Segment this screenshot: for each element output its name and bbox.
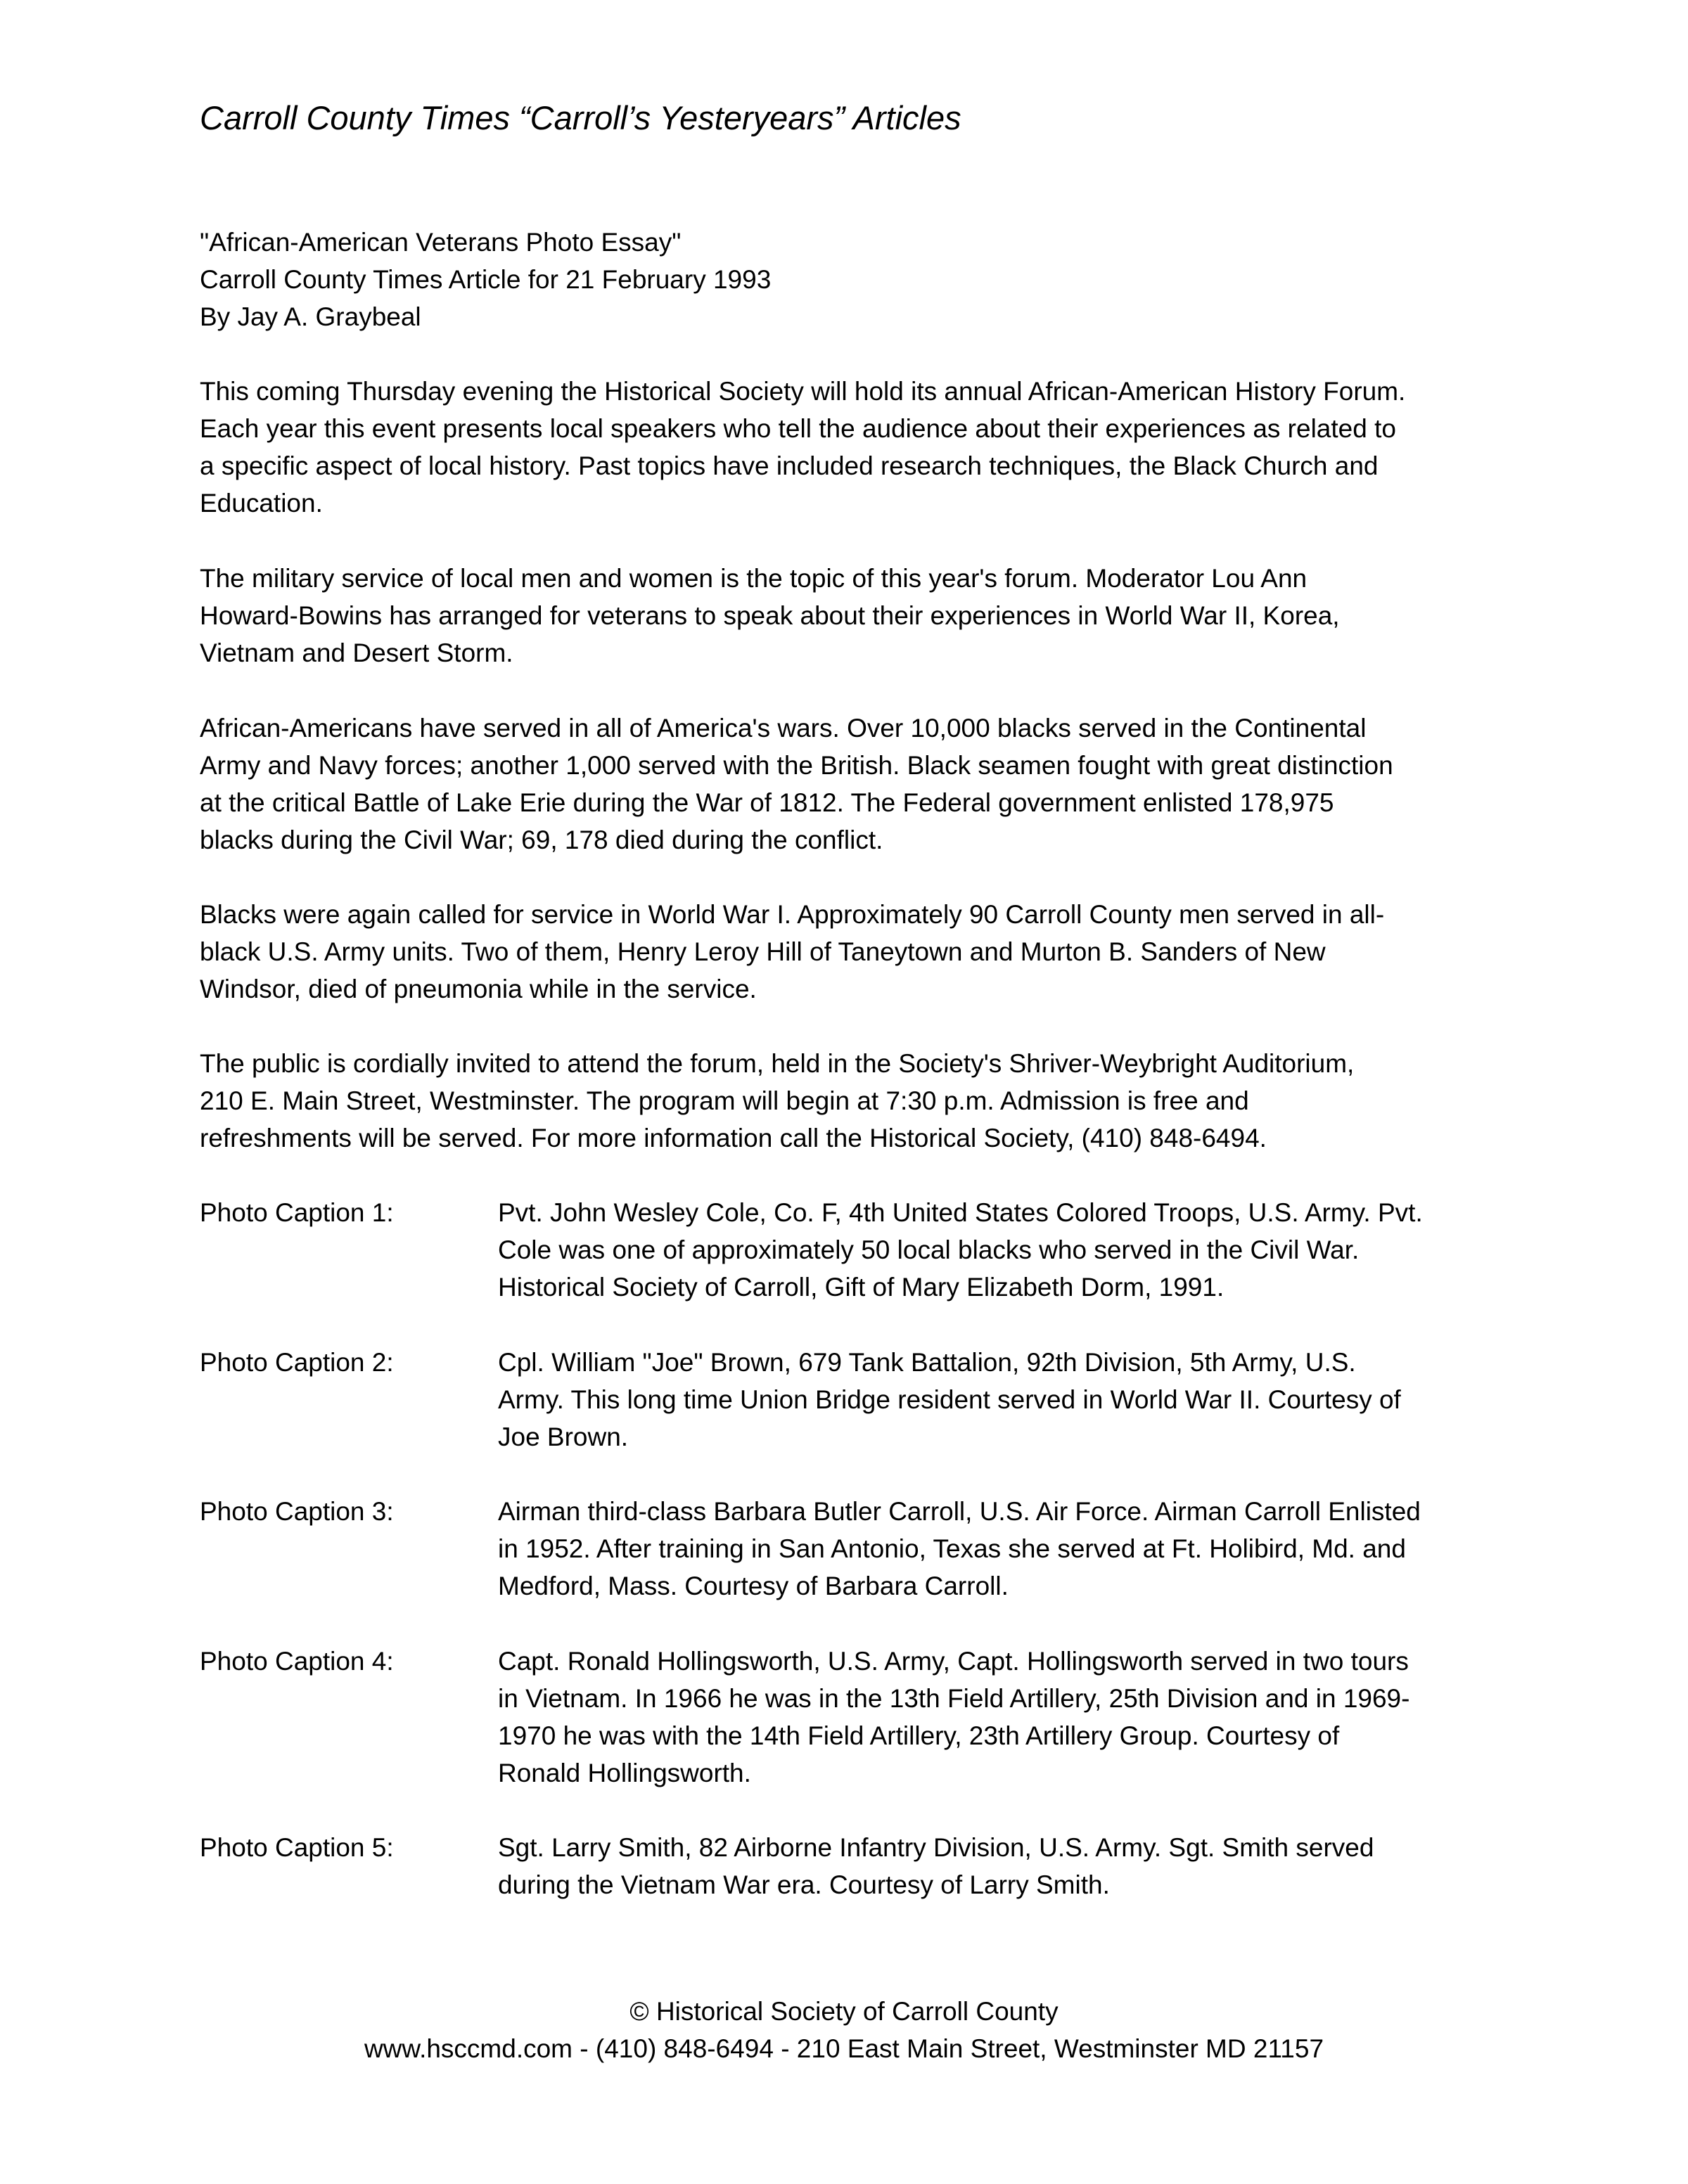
photo-caption-4 xyxy=(200,1643,1508,1792)
paragraph-line: 210 E. Main Street, Westminster. The program will begin at 7:30 p.m. Admission is free and xyxy=(200,1086,1249,1115)
caption-line: Airman third-class Barbara Butler Carroll, U.S. Air Force. Airman Carroll Enlisted xyxy=(498,1497,1421,1526)
caption-line: in 1952. After training in San Antonio, Texas she served at Ft. Holibird, Md. and xyxy=(498,1534,1406,1563)
paragraph-line: Vietnam and Desert Storm. xyxy=(200,638,513,667)
caption-line: Joe Brown. xyxy=(498,1422,629,1451)
paragraph-line: Blacks were again called for service in World War I. Approximately 90 Carroll County men served in all- xyxy=(200,900,1385,929)
paragraph-world-war-one xyxy=(200,896,1508,1008)
caption-line: Sgt. Larry Smith, 82 Airborne Infantry Division, U.S. Army. Sgt. Smith served xyxy=(498,1833,1374,1862)
caption-text xyxy=(498,1829,1511,1903)
paragraph-line: Army and Navy forces; another 1,000 served with the British. Black seamen fought with great distinction xyxy=(200,751,1393,780)
caption-line: Cole was one of approximately 50 local blacks who served in the Civil War. xyxy=(498,1235,1360,1264)
paragraph-line: blacks during the Civil War; 69, 178 died during the conflict. xyxy=(200,826,883,854)
paragraph-public-invitation xyxy=(200,1045,1508,1157)
caption-line: Capt. Ronald Hollingsworth, U.S. Army, Capt. Hollingsworth served in two tours xyxy=(498,1647,1409,1676)
article-title: "African-American Veterans Photo Essay" xyxy=(200,228,682,257)
paragraph-line: Education. xyxy=(200,489,323,518)
caption-line: Medford, Mass. Courtesy of Barbara Carroll. xyxy=(498,1572,1009,1600)
caption-label: Photo Caption 2: xyxy=(200,1348,394,1377)
caption-line: Ronald Hollingsworth. xyxy=(498,1759,751,1787)
paragraph-line: The public is cordially invited to attend the forum, held in the Society's Shriver-Weybright Auditorium, xyxy=(200,1049,1355,1078)
photo-caption-5 xyxy=(200,1829,1508,1906)
paragraph-line: black U.S. Army units. Two of them, Henry Leroy Hill of Taneytown and Murton B. Sanders of New xyxy=(200,937,1326,966)
paragraph-line: The military service of local men and women is the topic of this year's forum. Moderator Lou Ann xyxy=(200,564,1307,593)
article-source: Carroll County Times Article for 21 February 1993 xyxy=(200,265,772,294)
caption-line: during the Vietnam War era. Courtesy of Larry Smith. xyxy=(498,1870,1110,1899)
footer-copyright: © Historical Society of Carroll County xyxy=(629,1997,1059,2026)
caption-line: Historical Society of Carroll, Gift of Mary Elizabeth Dorm, 1991. xyxy=(498,1273,1225,1302)
caption-text xyxy=(498,1643,1511,1792)
caption-label: Photo Caption 1: xyxy=(200,1198,394,1227)
caption-line: 1970 he was with the 14th Field Artillery, 23th Artillery Group. Courtesy of xyxy=(498,1721,1340,1750)
footer-contact: www.hsccmd.com - (410) 848-6494 - 210 East Main Street, Westminster MD 21157 xyxy=(364,2034,1324,2063)
paragraph-line: a specific aspect of local history. Past topics have included research techniques, the Black Church and xyxy=(200,451,1379,480)
photo-caption-2 xyxy=(200,1344,1508,1456)
caption-text xyxy=(498,1194,1511,1306)
paragraph-line: Each year this event presents local speakers who tell the audience about their experiences as related to xyxy=(200,414,1396,443)
caption-line: in Vietnam. In 1966 he was in the 13th Field Artillery, 25th Division and in 1969- xyxy=(498,1684,1410,1713)
page-header-title: Carroll County Times “Carroll’s Yesteryears” Articles xyxy=(200,99,961,136)
caption-label: Photo Caption 5: xyxy=(200,1833,394,1862)
article-heading xyxy=(200,224,1508,335)
caption-line: Cpl. William "Joe" Brown, 679 Tank Battalion, 92th Division, 5th Army, U.S. xyxy=(498,1348,1356,1377)
paragraph-line: This coming Thursday evening the Historical Society will hold its annual African-American History Forum. xyxy=(200,377,1406,406)
caption-line: Pvt. John Wesley Cole, Co. F, 4th United States Colored Troops, U.S. Army. Pvt. xyxy=(498,1198,1423,1227)
paragraph-line: refreshments will be served. For more information call the Historical Society, (410) 848-6494. xyxy=(200,1124,1267,1152)
caption-text xyxy=(498,1493,1511,1605)
paragraph-wars-history xyxy=(200,709,1508,859)
photo-caption-3 xyxy=(200,1493,1508,1605)
paragraph-line: Howard-Bowins has arranged for veterans to speak about their experiences in World War II, Korea, xyxy=(200,601,1340,630)
paragraph-line: at the critical Battle of Lake Erie during the War of 1812. The Federal government enlisted 178,975 xyxy=(200,788,1334,817)
photo-caption-1 xyxy=(200,1194,1508,1306)
caption-label: Photo Caption 3: xyxy=(200,1497,394,1526)
paragraph-line: Windsor, died of pneumonia while in the service. xyxy=(200,975,757,1003)
caption-text xyxy=(498,1344,1511,1456)
paragraph-forum-intro xyxy=(200,373,1508,522)
paragraph-forum-topic xyxy=(200,560,1508,672)
caption-line: Army. This long time Union Bridge resident served in World War II. Courtesy of xyxy=(498,1385,1401,1414)
article-byline: By Jay A. Graybeal xyxy=(200,302,421,331)
caption-label: Photo Caption 4: xyxy=(200,1647,394,1676)
paragraph-line: African-Americans have served in all of America's wars. Over 10,000 blacks served in the Continental xyxy=(200,714,1367,743)
